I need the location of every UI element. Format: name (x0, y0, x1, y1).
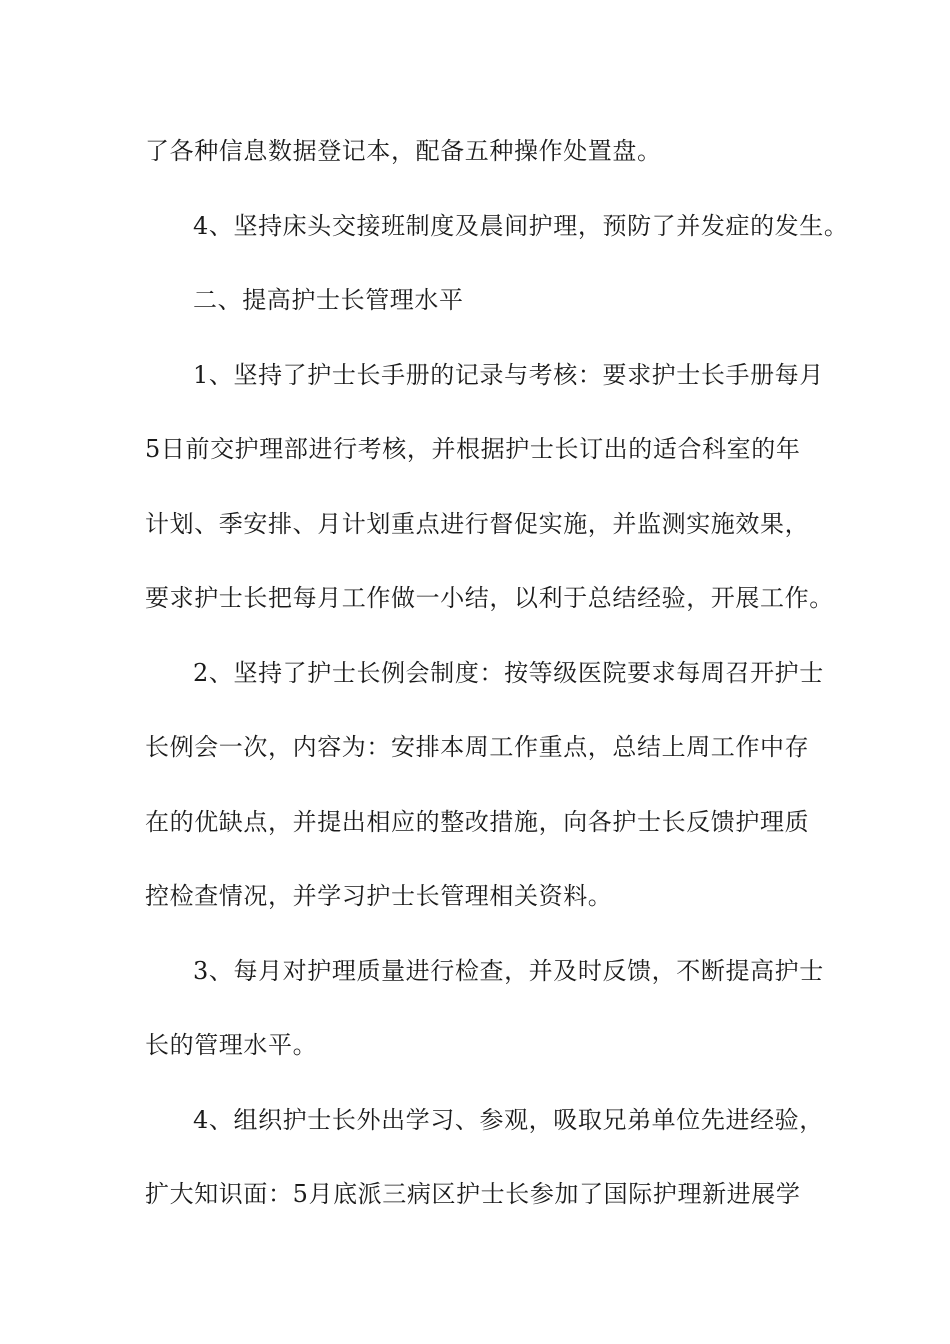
text-line: 5日前交护理部进行考核，并根据护士长订出的适合科室的年 (145, 435, 801, 463)
text-line: 4、组织护士长外出学习、参观，吸取兄弟单位先进经验， (193, 1106, 824, 1134)
section-heading: 二、提高护士长管理水平 (193, 286, 464, 314)
text-line: 4、坚持床头交接班制度及晨间护理，预防了并发症的发生。 (193, 212, 849, 240)
text-line: 2、坚持了护士长例会制度：按等级医院要求每周召开护士 (193, 659, 824, 687)
text-line: 计划、季安排、月计划重点进行督促实施，并监测实施效果， (145, 510, 810, 538)
text-line: 长例会一次，内容为：安排本周工作重点，总结上周工作中存 (145, 733, 810, 761)
text-line: 1、坚持了护士长手册的记录与考核：要求护士长手册每月 (193, 361, 824, 389)
text-line: 扩大知识面：5月底派三病区护士长参加了国际护理新进展学 (145, 1180, 801, 1208)
text-line: 3、每月对护理质量进行检查，并及时反馈，不断提高护士 (193, 957, 824, 985)
text-line: 长的管理水平。 (145, 1031, 318, 1059)
text-line: 在的优缺点，并提出相应的整改措施，向各护士长反馈护理质 (145, 808, 810, 836)
text-line: 了各种信息数据登记本，配备五种操作处置盘。 (145, 137, 662, 165)
text-line: 要求护士长把每月工作做一小结，以利于总结经验，开展工作。 (145, 584, 834, 612)
text-line: 控检查情况，并学习护士长管理相关资料。 (145, 882, 613, 910)
